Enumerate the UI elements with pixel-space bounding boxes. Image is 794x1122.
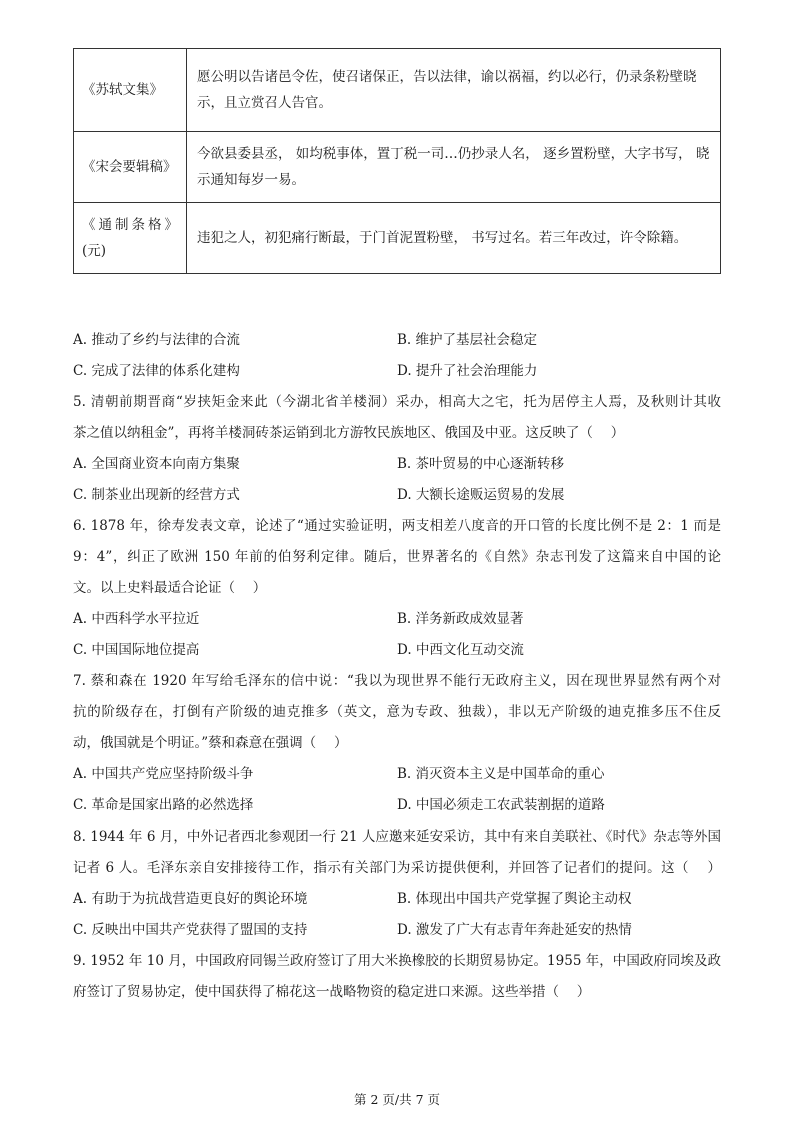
question-text: 府签订了贸易协定，使中国获得了棉花这一战略物资的稳定进口来源。这些举措（ ） xyxy=(73,984,591,1000)
option-a[interactable]: A. 中西科学水平拉近 xyxy=(73,611,200,627)
question-text: 8. 1944 年 6 月，中外记者西北参观团一行 21 人应邀来延安采访，其中有来自美联社、《时代》杂志等外国 xyxy=(73,829,721,845)
option-b[interactable]: B. 洋务新政成效显著 xyxy=(397,611,524,627)
source-name: 《宋会要辑稿》 xyxy=(74,132,187,203)
option-c[interactable]: C. 反映出中国共产党获得了盟国的支持 xyxy=(73,922,308,938)
question-text: 茶之值以纳租金”，再将羊楼洞砖茶运销到北方游牧民族地区、俄国及中亚。这反映了（ ） xyxy=(73,425,625,441)
question-text: 动，俄国就是个明证。”蔡和森意在强调（ ） xyxy=(73,735,348,751)
question-text: 5. 清朝前期晋商“岁挟矩金来此（今湖北省羊楼洞）采办，相高大之宅，托为居停主人焉，及秋则计其收 xyxy=(73,394,721,410)
source-name: 《苏轼文集》 xyxy=(74,49,187,132)
option-b[interactable]: B. 消灭资本主义是中国革命的重心 xyxy=(397,766,605,782)
option-b[interactable]: B. 体现出中国共产党掌握了舆论主动权 xyxy=(397,891,632,907)
option-a[interactable]: A. 全国商业资本向南方集聚 xyxy=(73,456,240,472)
source-name xyxy=(74,203,187,274)
option-c[interactable]: C. 革命是国家出路的必然选择 xyxy=(73,797,254,813)
table-row xyxy=(74,132,721,203)
option-c[interactable]: C. 制茶业出现新的经营方式 xyxy=(73,487,240,503)
table-row xyxy=(74,203,721,274)
option-d[interactable]: D. 激发了广大有志青年奔赴延安的热情 xyxy=(397,922,632,938)
option-d[interactable]: D. 中西文化互动交流 xyxy=(397,642,524,658)
option-a[interactable]: A. 中国共产党应坚持阶级斗争 xyxy=(73,766,254,782)
option-c[interactable]: C. 中国国际地位提高 xyxy=(73,642,200,658)
question-text: 9：4”，纠正了欧洲 150 年前的伯努利定律。随后，世界著名的《自然》杂志刊发了这篇来自中国的论 xyxy=(73,549,721,565)
source-text: 今欲县委县丞， 如均税事体，置丁税一司…仍抄录人名， 逐乡置粉壁，大字书写， 晓示通知每岁一易。 xyxy=(187,132,721,203)
question-text: 9. 1952 年 10 月，中国政府同锡兰政府签订了用大米换橡胶的长期贸易协定。1955 年，中国政府同埃及政 xyxy=(73,953,721,969)
option-c[interactable]: C. 完成了法律的体系化建构 xyxy=(73,363,240,379)
option-a[interactable]: A. 推动了乡约与法律的合流 xyxy=(73,332,240,348)
source-table xyxy=(73,48,721,274)
question-text: 7. 蔡和森在 1920 年写给毛泽东的信中说：“我以为现世界不能行无政府主义，因在现世界显然有两个对 xyxy=(73,673,721,689)
table-row xyxy=(74,49,721,132)
source-name-line: (元) xyxy=(82,243,107,259)
question-text: 抗的阶级存在，打倒有产阶级的迪克推多（英文，意为专政、独裁），非以无产阶级的迪克推多压不住反 xyxy=(73,704,721,720)
option-d[interactable]: D. 大额长途贩运贸易的发展 xyxy=(397,487,565,503)
option-d[interactable]: D. 提升了社会治理能力 xyxy=(397,363,538,379)
page-number: 第 2 页/共 7 页 xyxy=(353,1092,440,1107)
source-name-line: 《通制条格》 xyxy=(82,217,178,233)
source-text: 愿公明以告诸邑令佐，使召诸保正，告以法律，谕以祸福，约以必行，仍录条粉壁晓示，且立赏召人告官。 xyxy=(187,49,721,132)
option-a[interactable]: A. 有助于为抗战营造更良好的舆论环境 xyxy=(73,891,308,907)
option-b[interactable]: B. 维护了基层社会稳定 xyxy=(397,332,538,348)
question-text: 文。以上史料最适合论证（ ） xyxy=(73,580,267,596)
option-b[interactable]: B. 茶叶贸易的中心逐渐转移 xyxy=(397,456,565,472)
source-text: 违犯之人，初犯痛行断最，于门首泥置粉壁， 书写过名。若三年改过，许令除籍。 xyxy=(187,203,721,274)
question-text: 记者 6 人。毛泽东亲自安排接待工作，指示有关部门为采访提供便利，并回答了记者们的提问。这（ ） xyxy=(73,860,721,876)
question-text: 6. 1878 年，徐寿发表文章，论述了“通过实验证明，两支相差八度音的开口管的长度比例不是 2：1 而是 xyxy=(73,518,721,534)
option-d[interactable]: D. 中国必须走工农武装割据的道路 xyxy=(397,797,605,813)
